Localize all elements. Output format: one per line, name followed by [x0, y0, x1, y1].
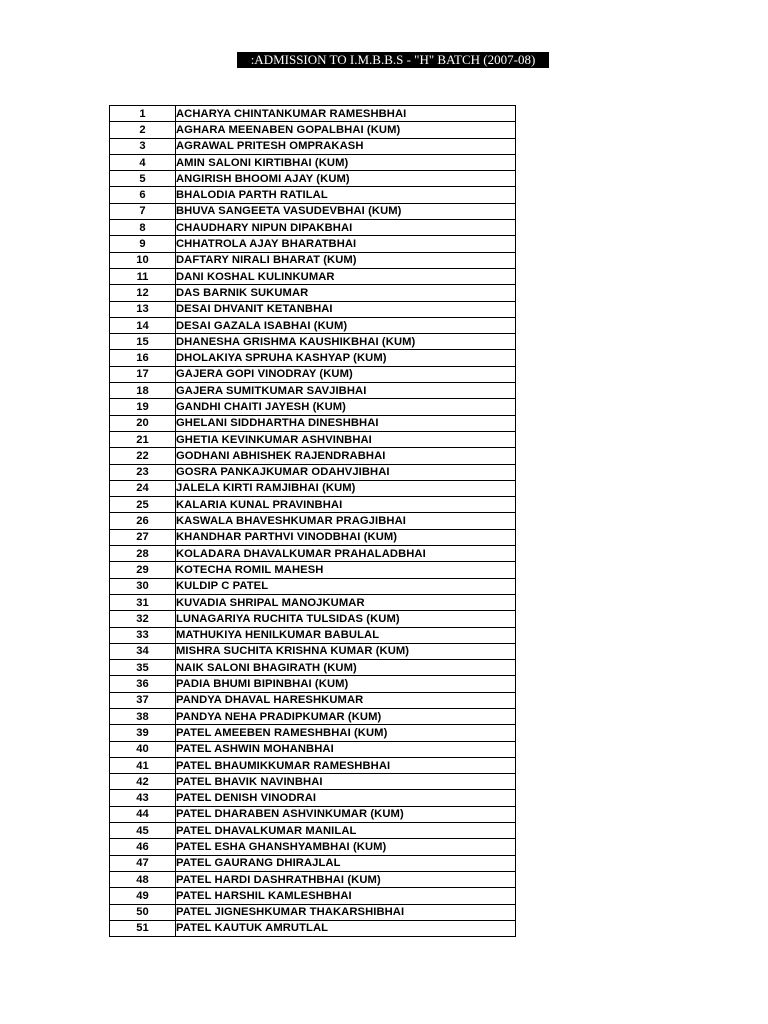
serial-number-cell: 28 [110, 546, 176, 562]
serial-number-cell: 34 [110, 643, 176, 659]
student-name-cell: DAS BARNIK SUKUMAR [176, 285, 516, 301]
student-name-cell: CHHATROLA AJAY BHARATBHAI [176, 236, 516, 252]
student-name-cell: BHALODIA PARTH RATILAL [176, 187, 516, 203]
table-row [110, 708, 516, 724]
serial-number-cell: 18 [110, 383, 176, 399]
student-name-cell: LUNAGARIYA RUCHITA TULSIDAS (KUM) [176, 611, 516, 627]
serial-number-cell: 22 [110, 448, 176, 464]
serial-number-cell: 51 [110, 920, 176, 936]
table-row [110, 774, 516, 790]
serial-number-cell: 49 [110, 888, 176, 904]
table-row [110, 839, 516, 855]
serial-number-cell: 36 [110, 676, 176, 692]
table-row [110, 203, 516, 219]
table-row [110, 154, 516, 170]
student-name-cell: GHELANI SIDDHARTHA DINESHBHAI [176, 415, 516, 431]
table-row [110, 676, 516, 692]
document-title: :ADMISSION TO I.M.B.B.S - "H" BATCH (2007-08) [237, 52, 549, 68]
table-row [110, 187, 516, 203]
student-name-cell: GOSRA PANKAJKUMAR ODAHVJIBHAI [176, 464, 516, 480]
table-row [110, 920, 516, 936]
table-row [110, 415, 516, 431]
serial-number-cell: 44 [110, 806, 176, 822]
table-row [110, 643, 516, 659]
student-name-cell: JALELA KIRTI RAMJIBHAI (KUM) [176, 480, 516, 496]
student-name-cell: PATEL HARSHIL KAMLESHBHAI [176, 888, 516, 904]
serial-number-cell: 35 [110, 660, 176, 676]
serial-number-cell: 20 [110, 415, 176, 431]
student-name-cell: DHOLAKIYA SPRUHA KASHYAP (KUM) [176, 350, 516, 366]
student-name-cell: DAFTARY NIRALI BHARAT (KUM) [176, 252, 516, 268]
student-name-cell: ANGIRISH BHOOMI AJAY (KUM) [176, 171, 516, 187]
serial-number-cell: 42 [110, 774, 176, 790]
student-name-cell: MISHRA SUCHITA KRISHNA KUMAR (KUM) [176, 643, 516, 659]
table-row [110, 236, 516, 252]
admission-table [109, 105, 516, 937]
table-row [110, 252, 516, 268]
table-row [110, 334, 516, 350]
serial-number-cell: 10 [110, 252, 176, 268]
serial-number-cell: 39 [110, 725, 176, 741]
serial-number-cell: 45 [110, 823, 176, 839]
table-row [110, 285, 516, 301]
serial-number-cell: 33 [110, 627, 176, 643]
serial-number-cell: 26 [110, 513, 176, 529]
serial-number-cell: 21 [110, 431, 176, 447]
table-row [110, 823, 516, 839]
student-name-cell: PATEL DHAVALKUMAR MANILAL [176, 823, 516, 839]
serial-number-cell: 16 [110, 350, 176, 366]
table-row [110, 431, 516, 447]
student-name-cell: DANI KOSHAL KULINKUMAR [176, 268, 516, 284]
serial-number-cell: 5 [110, 171, 176, 187]
serial-number-cell: 50 [110, 904, 176, 920]
serial-number-cell: 11 [110, 268, 176, 284]
student-name-cell: AGRAWAL PRITESH OMPRAKASH [176, 138, 516, 154]
table-row [110, 546, 516, 562]
table-row [110, 480, 516, 496]
table-row [110, 611, 516, 627]
table-row [110, 757, 516, 773]
serial-number-cell: 12 [110, 285, 176, 301]
student-name-cell: PATEL ESHA GHANSHYAMBHAI (KUM) [176, 839, 516, 855]
serial-number-cell: 7 [110, 203, 176, 219]
student-name-cell: KASWALA BHAVESHKUMAR PRAGJIBHAI [176, 513, 516, 529]
student-name-cell: DESAI DHVANIT KETANBHAI [176, 301, 516, 317]
serial-number-cell: 37 [110, 692, 176, 708]
student-name-cell: AMIN SALONI KIRTIBHAI (KUM) [176, 154, 516, 170]
admission-table-body [110, 106, 516, 937]
table-row [110, 171, 516, 187]
student-name-cell: PANDYA NEHA PRADIPKUMAR (KUM) [176, 708, 516, 724]
table-row [110, 660, 516, 676]
serial-number-cell: 15 [110, 334, 176, 350]
table-row [110, 464, 516, 480]
table-row [110, 627, 516, 643]
table-row [110, 562, 516, 578]
serial-number-cell: 43 [110, 790, 176, 806]
serial-number-cell: 1 [110, 106, 176, 122]
table-row [110, 399, 516, 415]
table-row [110, 529, 516, 545]
serial-number-cell: 23 [110, 464, 176, 480]
serial-number-cell: 13 [110, 301, 176, 317]
table-row [110, 790, 516, 806]
student-name-cell: GANDHI CHAITI JAYESH (KUM) [176, 399, 516, 415]
table-row [110, 888, 516, 904]
student-name-cell: PATEL DHARABEN ASHVINKUMAR (KUM) [176, 806, 516, 822]
table-row [110, 578, 516, 594]
student-name-cell: KOTECHA ROMIL MAHESH [176, 562, 516, 578]
student-name-cell: GAJERA GOPI VINODRAY (KUM) [176, 366, 516, 382]
serial-number-cell: 2 [110, 122, 176, 138]
table-row [110, 366, 516, 382]
table-row [110, 497, 516, 513]
serial-number-cell: 25 [110, 497, 176, 513]
serial-number-cell: 38 [110, 708, 176, 724]
table-row [110, 106, 516, 122]
serial-number-cell: 8 [110, 220, 176, 236]
serial-number-cell: 46 [110, 839, 176, 855]
serial-number-cell: 27 [110, 529, 176, 545]
student-name-cell: KUVADIA SHRIPAL MANOJKUMAR [176, 594, 516, 610]
serial-number-cell: 41 [110, 757, 176, 773]
student-name-cell: PATEL DENISH VINODRAI [176, 790, 516, 806]
table-row [110, 220, 516, 236]
student-name-cell: MATHUKIYA HENILKUMAR BABULAL [176, 627, 516, 643]
serial-number-cell: 14 [110, 317, 176, 333]
student-name-cell: PATEL AMEEBEN RAMESHBHAI (KUM) [176, 725, 516, 741]
student-name-cell: PADIA BHUMI BIPINBHAI (KUM) [176, 676, 516, 692]
student-name-cell: ACHARYA CHINTANKUMAR RAMESHBHAI [176, 106, 516, 122]
table-row [110, 594, 516, 610]
student-name-cell: KOLADARA DHAVALKUMAR PRAHALADBHAI [176, 546, 516, 562]
table-row [110, 122, 516, 138]
table-row [110, 350, 516, 366]
table-row [110, 383, 516, 399]
table-row [110, 448, 516, 464]
table-row [110, 317, 516, 333]
table-row [110, 301, 516, 317]
student-name-cell: CHAUDHARY NIPUN DIPAKBHAI [176, 220, 516, 236]
serial-number-cell: 40 [110, 741, 176, 757]
serial-number-cell: 47 [110, 855, 176, 871]
student-name-cell: GODHANI ABHISHEK RAJENDRABHAI [176, 448, 516, 464]
student-name-cell: GHETIA KEVINKUMAR ASHVINBHAI [176, 431, 516, 447]
table-row [110, 268, 516, 284]
table-row [110, 871, 516, 887]
serial-number-cell: 4 [110, 154, 176, 170]
student-name-cell: PATEL BHAUMIKKUMAR RAMESHBHAI [176, 757, 516, 773]
serial-number-cell: 24 [110, 480, 176, 496]
student-name-cell: KULDIP C PATEL [176, 578, 516, 594]
student-name-cell: PATEL JIGNESHKUMAR THAKARSHIBHAI [176, 904, 516, 920]
serial-number-cell: 30 [110, 578, 176, 594]
student-name-cell: NAIK SALONI BHAGIRATH (KUM) [176, 660, 516, 676]
serial-number-cell: 3 [110, 138, 176, 154]
student-name-cell: PATEL GAURANG DHIRAJLAL [176, 855, 516, 871]
student-name-cell: GAJERA SUMITKUMAR SAVJIBHAI [176, 383, 516, 399]
serial-number-cell: 17 [110, 366, 176, 382]
table-row [110, 855, 516, 871]
table-row [110, 741, 516, 757]
student-name-cell: DESAI GAZALA ISABHAI (KUM) [176, 317, 516, 333]
table-row [110, 806, 516, 822]
serial-number-cell: 32 [110, 611, 176, 627]
serial-number-cell: 19 [110, 399, 176, 415]
student-name-cell: KHANDHAR PARTHVI VINODBHAI (KUM) [176, 529, 516, 545]
serial-number-cell: 6 [110, 187, 176, 203]
serial-number-cell: 9 [110, 236, 176, 252]
serial-number-cell: 48 [110, 871, 176, 887]
student-name-cell: AGHARA MEENABEN GOPALBHAI (KUM) [176, 122, 516, 138]
student-name-cell: DHANESHA GRISHMA KAUSHIKBHAI (KUM) [176, 334, 516, 350]
student-name-cell: PATEL BHAVIK NAVINBHAI [176, 774, 516, 790]
student-name-cell: PATEL ASHWIN MOHANBHAI [176, 741, 516, 757]
student-name-cell: PATEL KAUTUK AMRUTLAL [176, 920, 516, 936]
student-name-cell: PATEL HARDI DASHRATHBHAI (KUM) [176, 871, 516, 887]
table-row [110, 513, 516, 529]
student-name-cell: PANDYA DHAVAL HARESHKUMAR [176, 692, 516, 708]
student-name-cell: KALARIA KUNAL PRAVINBHAI [176, 497, 516, 513]
table-row [110, 692, 516, 708]
serial-number-cell: 31 [110, 594, 176, 610]
student-name-cell: BHUVA SANGEETA VASUDEVBHAI (KUM) [176, 203, 516, 219]
table-row [110, 904, 516, 920]
table-row [110, 138, 516, 154]
table-row [110, 725, 516, 741]
serial-number-cell: 29 [110, 562, 176, 578]
